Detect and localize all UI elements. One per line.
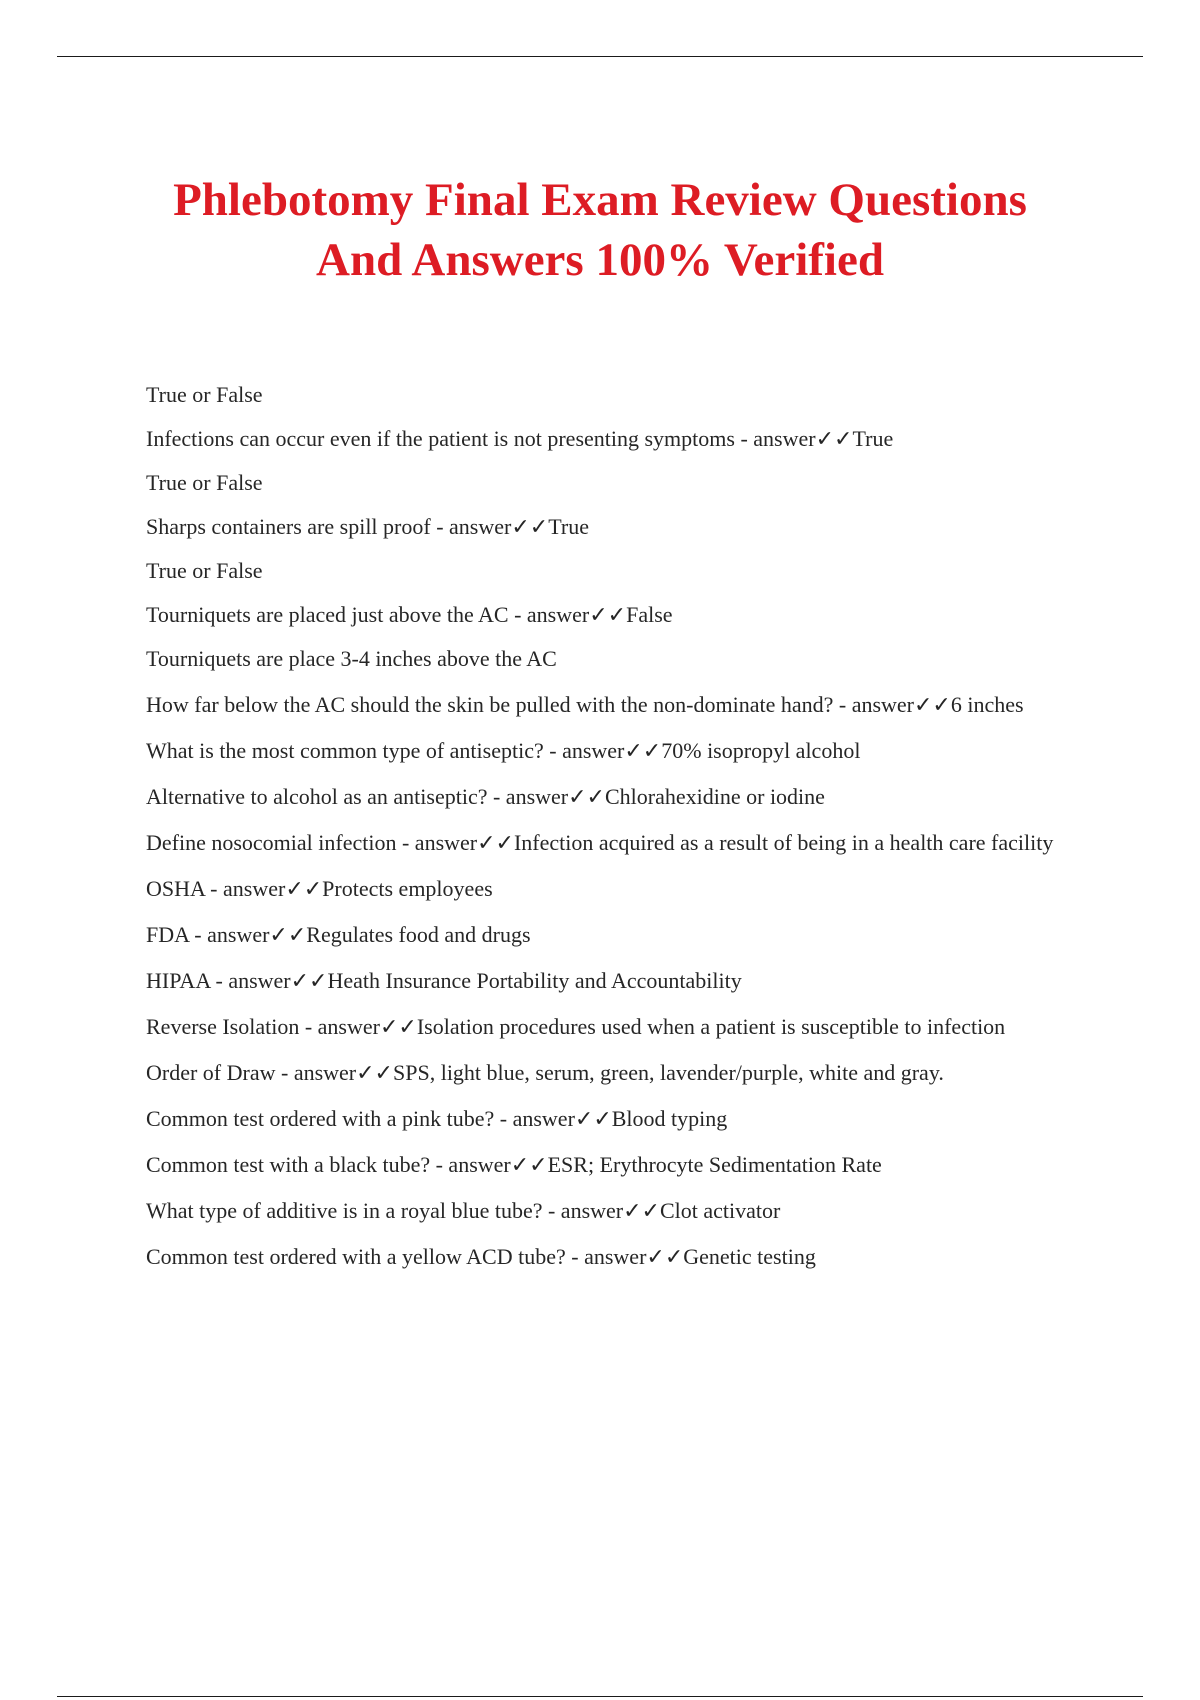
footer-rule [57,1696,1143,1697]
qa-item: Common test with a black tube? - answer✓✓ESR; Erythrocyte Sedimentation Rate [146,1152,882,1177]
question-label: True or False [146,470,263,495]
header-rule [57,56,1143,57]
question-label: True or False [146,558,263,583]
qa-item: Common test ordered with a pink tube? - answer✓✓Blood typing [146,1106,728,1131]
qa-item: Common test ordered with a yellow ACD tube? - answer✓✓Genetic testing [146,1244,816,1269]
qa-item: HIPAA - answer✓✓Heath Insurance Portability and Accountability [146,968,742,993]
qa-note: Tourniquets are place 3-4 inches above the AC [146,646,557,671]
qa-item: FDA - answer✓✓Regulates food and drugs [146,922,531,947]
qa-item: How far below the AC should the skin be pulled with the non-dominate hand? - answer✓✓6 inches [146,692,1024,717]
document-body [146,380,1096,1272]
qa-item: Alternative to alcohol as an antiseptic? - answer✓✓Chlorahexidine or iodine [146,784,825,809]
title-line-2: And Answers 100% Verified [316,234,884,286]
qa-item: Tourniquets are placed just above the AC - answer✓✓False [146,602,673,627]
qa-item: Define nosocomial infection - answer✓✓Infection acquired as a result of being in a health care facility [146,830,1054,855]
qa-item: Reverse Isolation - answer✓✓Isolation procedures used when a patient is susceptible to infection [146,1014,1006,1039]
document-title [100,170,1100,290]
qa-item: What is the most common type of antiseptic? - answer✓✓70% isopropyl alcohol [146,738,861,763]
qa-item: Sharps containers are spill proof - answer✓✓True [146,514,589,539]
qa-item: Infections can occur even if the patient is not presenting symptoms - answer✓✓True [146,426,894,451]
question-label: True or False [146,382,263,407]
qa-item: OSHA - answer✓✓Protects employees [146,876,493,901]
qa-item: What type of additive is in a royal blue tube? - answer✓✓Clot activator [146,1198,781,1223]
title-line-1: Phlebotomy Final Exam Review Questions [173,174,1027,226]
qa-item: Order of Draw - answer✓✓SPS, light blue, serum, green, lavender/purple, white and gray. [146,1060,944,1085]
